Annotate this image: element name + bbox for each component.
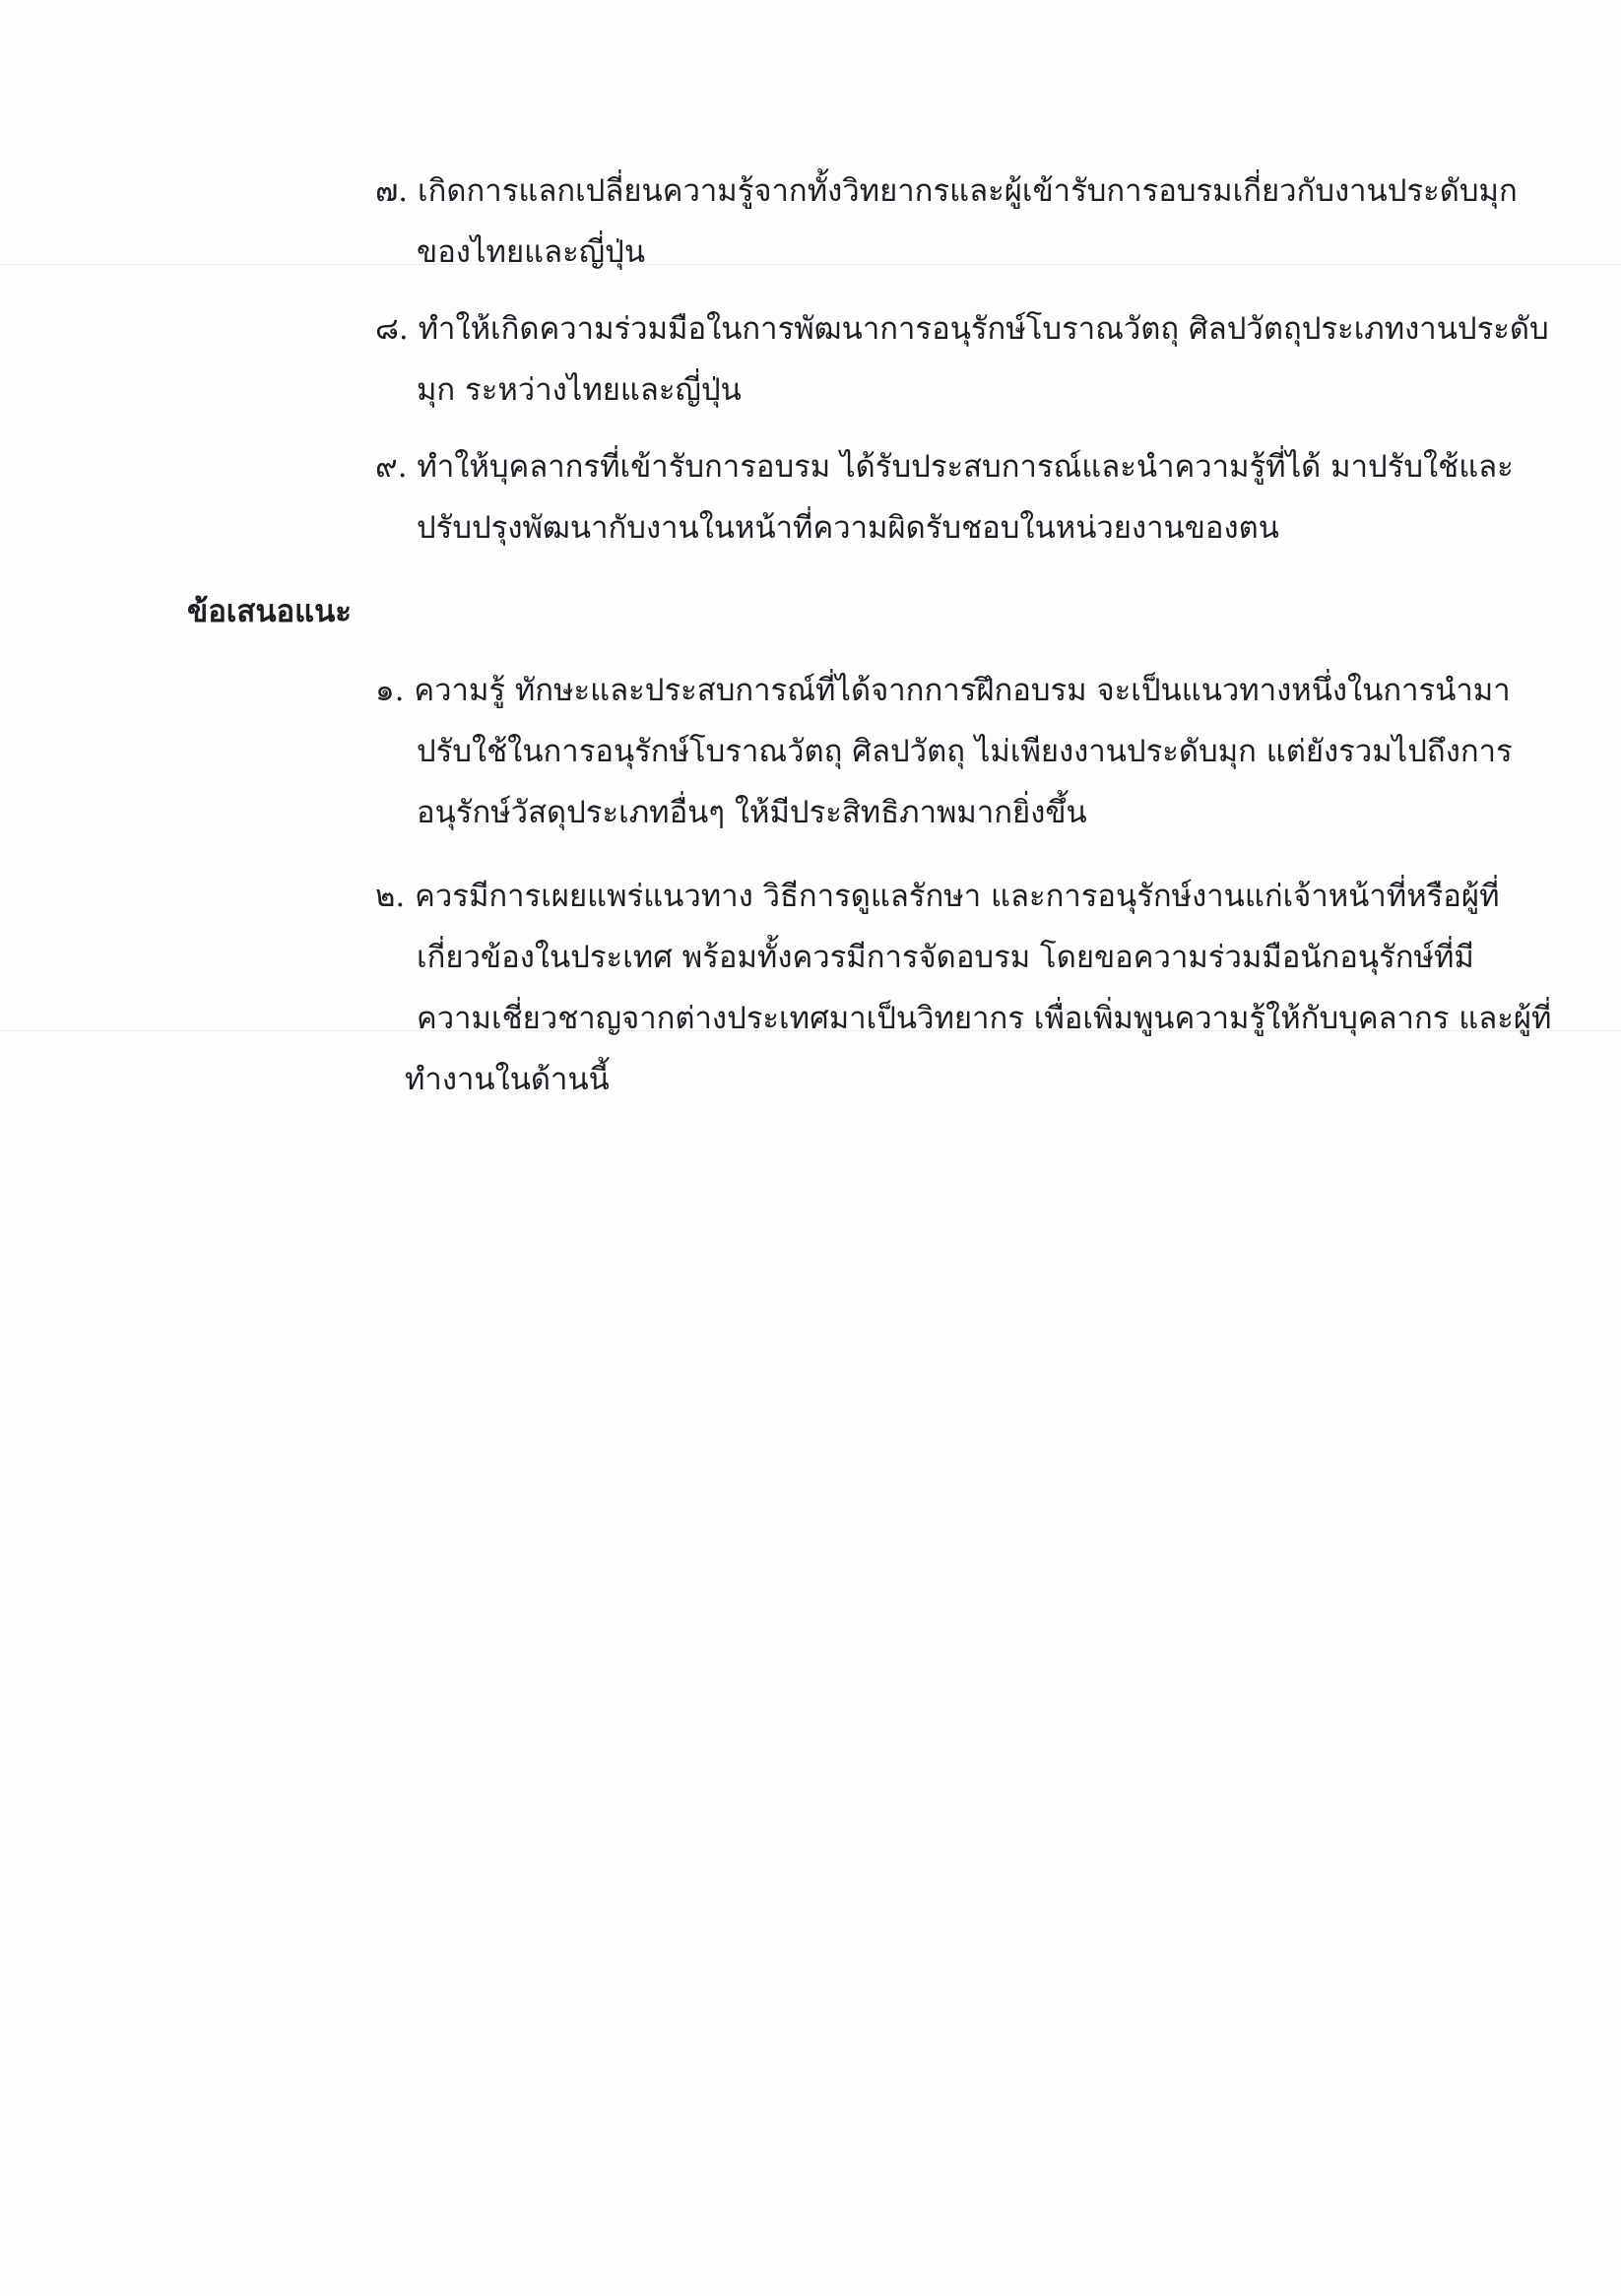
suggestions-heading: ข้อเสนอแนะ (187, 594, 352, 629)
suggestion-item-2-line-2: เกี่ยวข้องในประเทศ พร้อมทั้งควรมีการจัดอบรม โดยขอความร่วมมือนักอนุรักษ์ที่มี (417, 940, 1474, 975)
result-item-9 (375, 436, 1514, 558)
result-item-7-line-2: ของไทยและญี่ปุ่น (417, 234, 646, 270)
suggestion-item-1-line-2: ปรับใช้ในการอนุรักษ์โบราณวัตถุ ศิลปวัตถุ ไม่เพียงงานประดับมุก แต่ยังรวมไปถึงการ (417, 734, 1513, 769)
suggestion-item-2-line-3: ความเชี่ยวชาญจากต่างประเทศมาเป็นวิทยากร เพื่อเพิ่มพูนความรู้ให้กับบุคลากร และผู้ที่ (417, 1001, 1552, 1036)
result-item-8-line-2: มุก ระหว่างไทยและญี่ปุ่น (417, 372, 742, 408)
result-item-7 (375, 161, 1518, 283)
suggestion-item-1 (375, 660, 1513, 843)
result-item-8 (375, 298, 1549, 421)
suggestion-item-2-line-4: ทำงานในด้านนี้ (405, 1062, 610, 1097)
result-item-9-line-2: ปรับปรุงพัฒนากับงานในหน้าที่ความผิดรับชอบในหน่วยงานของตน (417, 510, 1279, 546)
result-item-9-line-1: ๙. ทำให้บุคลากรที่เข้ารับการอบรม ได้รับประสบการณ์และนำความรู้ที่ได้ มาปรับใช้และ (375, 449, 1514, 485)
suggestion-item-2 (375, 866, 1552, 1110)
suggestion-item-1-line-3: อนุรักษ์วัสดุประเภทอื่นๆ ให้มีประสิทธิภาพมากยิ่งขึ้น (417, 795, 1087, 830)
result-item-8-line-1: ๘. ทำให้เกิดความร่วมมือในการพัฒนาการอนุรักษ์โบราณวัตถุ ศิลปวัตถุประเภทงานประดับ (375, 311, 1549, 347)
suggestion-item-2-line-1: ๒. ควรมีการเผยแพร่แนวทาง วิธีการดูแลรักษา และการอนุรักษ์งานแก่เจ้าหน้าที่หรือผู้ที่ (375, 879, 1500, 914)
suggestion-item-1-line-1: ๑. ความรู้ ทักษะและประสบการณ์ที่ได้จากการฝึกอบรม จะเป็นแนวทางหนึ่งในการนำมา (375, 673, 1511, 708)
result-item-7-line-1: ๗. เกิดการแลกเปลี่ยนความรู้จากทั้งวิทยากรและผู้เข้ารับการอบรมเกี่ยวกับงานประดับมุก (375, 173, 1518, 209)
